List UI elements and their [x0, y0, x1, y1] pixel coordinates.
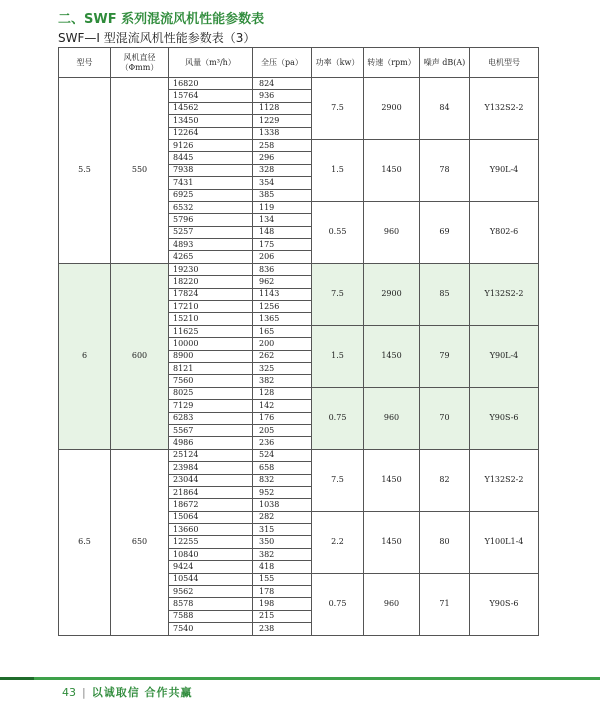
speed-cell: 2900 [364, 263, 420, 325]
speed-cell: 960 [364, 201, 420, 263]
pressure-cell: 1128 [253, 102, 312, 114]
pressure-cell: 148 [253, 226, 312, 238]
model-group [59, 263, 539, 449]
motor-cell: Y132S2-2 [470, 78, 539, 140]
header-speed: 转速（rpm） [364, 48, 420, 78]
flow-cell: 13450 [169, 115, 253, 127]
pressure-cell: 215 [253, 610, 312, 622]
page-number: 43 [62, 686, 76, 699]
pressure-cell: 258 [253, 139, 312, 151]
noise-cell: 84 [420, 78, 470, 140]
power-cell: 1.5 [312, 139, 364, 201]
pressure-cell: 315 [253, 524, 312, 536]
header-power: 功率（kw） [312, 48, 364, 78]
footer-separator: | [82, 686, 86, 699]
flow-cell: 6925 [169, 189, 253, 201]
noise-cell: 82 [420, 449, 470, 511]
diameter-cell: 650 [111, 449, 169, 635]
flow-cell: 15064 [169, 511, 253, 523]
header-pressure: 全压（pa） [253, 48, 312, 78]
pressure-cell: 325 [253, 362, 312, 374]
pressure-cell: 200 [253, 338, 312, 350]
footer-bar [0, 677, 600, 680]
speed-cell: 1450 [364, 139, 420, 201]
noise-cell: 85 [420, 263, 470, 325]
flow-cell: 7431 [169, 177, 253, 189]
footer-slogan: 以诚取信 合作共赢 [91, 686, 193, 699]
footer [62, 684, 193, 700]
flow-cell: 18220 [169, 276, 253, 288]
pressure-cell: 350 [253, 536, 312, 548]
pressure-cell: 206 [253, 251, 312, 263]
power-cell: 0.75 [312, 387, 364, 449]
flow-cell: 25124 [169, 449, 253, 461]
power-cell: 1.5 [312, 325, 364, 387]
flow-cell: 15764 [169, 90, 253, 102]
flow-cell: 13660 [169, 524, 253, 536]
pressure-cell: 176 [253, 412, 312, 424]
power-cell: 7.5 [312, 263, 364, 325]
pressure-cell: 262 [253, 350, 312, 362]
flow-cell: 9562 [169, 586, 253, 598]
power-cell: 2.2 [312, 511, 364, 573]
header-motor: 电机型号 [470, 48, 539, 78]
header-noise: 噪声 dB(A) [420, 48, 470, 78]
flow-cell: 7938 [169, 164, 253, 176]
model-cell: 6 [59, 263, 111, 449]
noise-cell: 79 [420, 325, 470, 387]
flow-cell: 18672 [169, 499, 253, 511]
table-header-row [59, 48, 539, 78]
flow-cell: 15210 [169, 313, 253, 325]
pressure-cell: 178 [253, 586, 312, 598]
speed-cell: 960 [364, 387, 420, 449]
model-cell: 5.5 [59, 78, 111, 264]
flow-cell: 10000 [169, 338, 253, 350]
pressure-cell: 354 [253, 177, 312, 189]
pressure-cell: 936 [253, 90, 312, 102]
power-cell: 7.5 [312, 78, 364, 140]
flow-cell: 14562 [169, 102, 253, 114]
pressure-cell: 205 [253, 424, 312, 436]
flow-cell: 7560 [169, 375, 253, 387]
pressure-cell: 238 [253, 623, 312, 635]
flow-cell: 5567 [169, 424, 253, 436]
speed-cell: 960 [364, 573, 420, 635]
noise-cell: 80 [420, 511, 470, 573]
power-cell: 7.5 [312, 449, 364, 511]
flow-cell: 9424 [169, 561, 253, 573]
motor-cell: Y90L-4 [470, 139, 539, 201]
table-row [59, 78, 539, 90]
motor-cell: Y132S2-2 [470, 449, 539, 511]
flow-cell: 12255 [169, 536, 253, 548]
flow-cell: 8900 [169, 350, 253, 362]
flow-cell: 6532 [169, 201, 253, 213]
pressure-cell: 952 [253, 486, 312, 498]
pressure-cell: 1365 [253, 313, 312, 325]
speed-cell: 1450 [364, 511, 420, 573]
pressure-cell: 1256 [253, 301, 312, 313]
flow-cell: 23044 [169, 474, 253, 486]
flow-cell: 8025 [169, 387, 253, 399]
diameter-cell: 550 [111, 78, 169, 264]
pressure-cell: 1143 [253, 288, 312, 300]
diameter-cell: 600 [111, 263, 169, 449]
noise-cell: 69 [420, 201, 470, 263]
pressure-cell: 962 [253, 276, 312, 288]
speed-cell: 2900 [364, 78, 420, 140]
model-cell: 6.5 [59, 449, 111, 635]
pressure-cell: 236 [253, 437, 312, 449]
pressure-cell: 382 [253, 548, 312, 560]
table-row [59, 449, 539, 461]
pressure-cell: 418 [253, 561, 312, 573]
flow-cell: 12264 [169, 127, 253, 139]
pressure-cell: 282 [253, 511, 312, 523]
flow-cell: 7588 [169, 610, 253, 622]
performance-table [58, 47, 539, 636]
flow-cell: 17210 [169, 301, 253, 313]
pressure-cell: 382 [253, 375, 312, 387]
flow-cell: 8121 [169, 362, 253, 374]
pressure-cell: 142 [253, 400, 312, 412]
pressure-cell: 832 [253, 474, 312, 486]
pressure-cell: 385 [253, 189, 312, 201]
pressure-cell: 175 [253, 239, 312, 251]
pressure-cell: 128 [253, 387, 312, 399]
flow-cell: 19230 [169, 263, 253, 275]
power-cell: 0.55 [312, 201, 364, 263]
motor-cell: Y90L-4 [470, 325, 539, 387]
pressure-cell: 119 [253, 201, 312, 213]
pressure-cell: 155 [253, 573, 312, 585]
header-flow: 风量（m³/h） [169, 48, 253, 78]
flow-cell: 16820 [169, 78, 253, 90]
model-group [59, 78, 539, 264]
page-title: 二、SWF 系列混流风机性能参数表 [58, 12, 265, 27]
flow-cell: 4893 [169, 239, 253, 251]
flow-cell: 5796 [169, 214, 253, 226]
pressure-cell: 836 [253, 263, 312, 275]
flow-cell: 7540 [169, 623, 253, 635]
table-row [59, 263, 539, 275]
pressure-cell: 328 [253, 164, 312, 176]
flow-cell: 4986 [169, 437, 253, 449]
noise-cell: 78 [420, 139, 470, 201]
pressure-cell: 296 [253, 152, 312, 164]
flow-cell: 8578 [169, 598, 253, 610]
model-group [59, 449, 539, 635]
flow-cell: 5257 [169, 226, 253, 238]
table-subtitle: SWF—Ⅰ 型混流风机性能参数表（3） [58, 31, 256, 45]
flow-cell: 17824 [169, 288, 253, 300]
motor-cell: Y132S2-2 [470, 263, 539, 325]
motor-cell: Y802-6 [470, 201, 539, 263]
pressure-cell: 824 [253, 78, 312, 90]
header-diameter: 风机直径（Φmm） [111, 48, 169, 78]
flow-cell: 11625 [169, 325, 253, 337]
speed-cell: 1450 [364, 449, 420, 511]
pressure-cell: 198 [253, 598, 312, 610]
flow-cell: 6283 [169, 412, 253, 424]
speed-cell: 1450 [364, 325, 420, 387]
flow-cell: 10840 [169, 548, 253, 560]
noise-cell: 70 [420, 387, 470, 449]
power-cell: 0.75 [312, 573, 364, 635]
noise-cell: 71 [420, 573, 470, 635]
pressure-cell: 658 [253, 462, 312, 474]
pressure-cell: 1038 [253, 499, 312, 511]
flow-cell: 23984 [169, 462, 253, 474]
motor-cell: Y90S-6 [470, 387, 539, 449]
header-model: 型号 [59, 48, 111, 78]
pressure-cell: 1338 [253, 127, 312, 139]
pressure-cell: 524 [253, 449, 312, 461]
motor-cell: Y90S-6 [470, 573, 539, 635]
flow-cell: 7129 [169, 400, 253, 412]
motor-cell: Y100L1-4 [470, 511, 539, 573]
flow-cell: 10544 [169, 573, 253, 585]
pressure-cell: 134 [253, 214, 312, 226]
flow-cell: 9126 [169, 139, 253, 151]
pressure-cell: 1229 [253, 115, 312, 127]
flow-cell: 8445 [169, 152, 253, 164]
flow-cell: 4265 [169, 251, 253, 263]
pressure-cell: 165 [253, 325, 312, 337]
flow-cell: 21864 [169, 486, 253, 498]
